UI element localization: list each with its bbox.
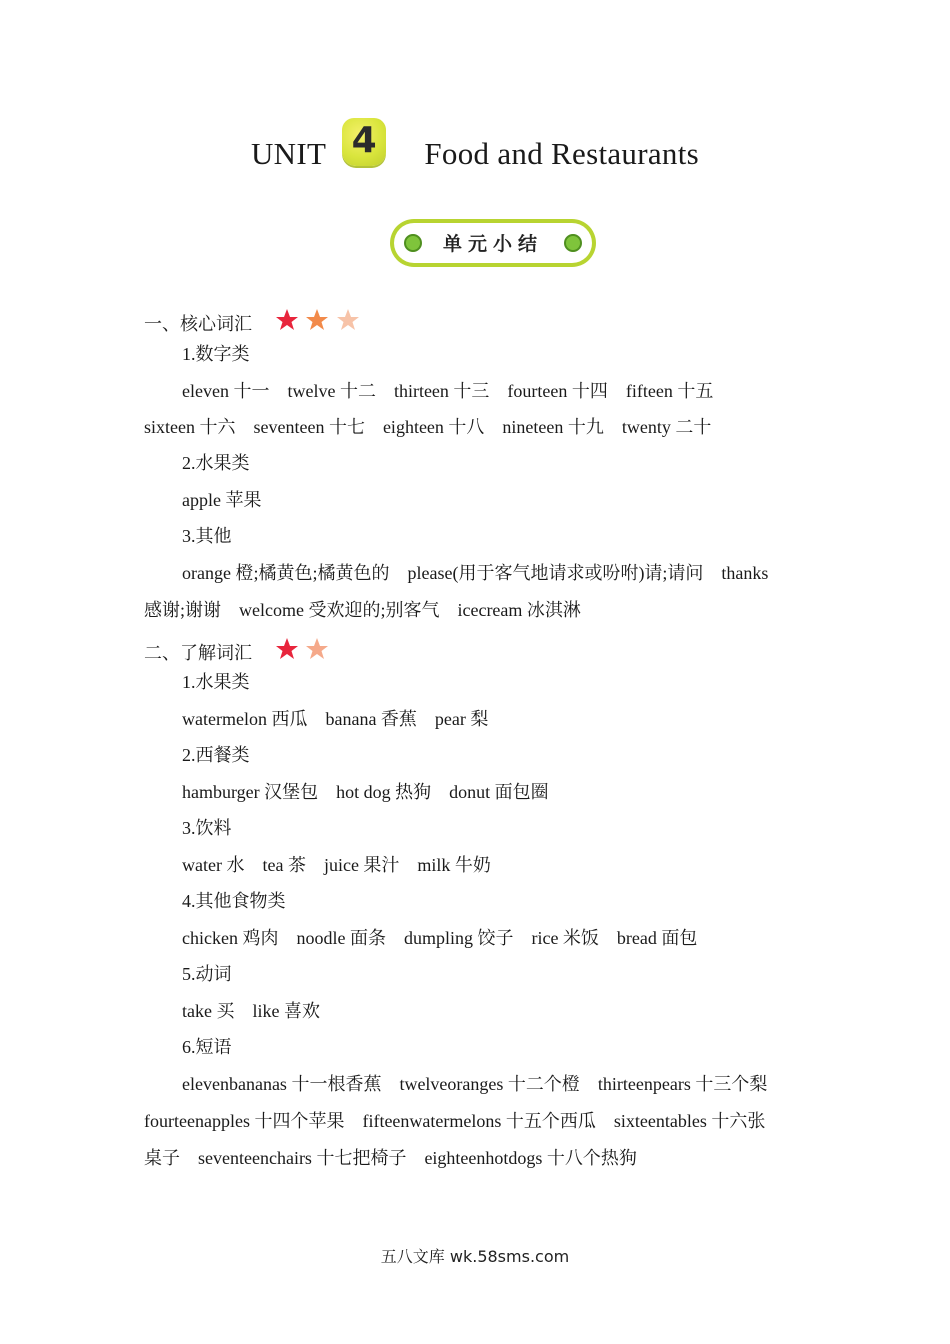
drink-title: 3.饮料 (182, 818, 232, 838)
fruit-line: apple 苹果 (182, 490, 262, 510)
food-title: 4.其他食物类 (182, 891, 286, 911)
phrase-line-3: 桌子 seventeenchairs 十七把椅子 eighteenhotdogs 十八个热狗 (144, 1148, 637, 1168)
other-line-2: 感谢;谢谢 welcome 受欢迎的;别客气 icecream 冰淇淋 (144, 600, 581, 620)
numbers-line-1: eleven 十一 twelve 十二 thirteen 十三 fourteen 十四 fifteen 十五 (182, 381, 714, 401)
phrase-line-2: fourteenapples 十四个苹果 fifteenwatermelons 十五个西瓜 sixteentables 十六张 (144, 1111, 766, 1131)
section-badge (390, 219, 596, 267)
verb-line: take 买 like 喜欢 (182, 1001, 320, 1021)
unit-number: 4 (351, 120, 377, 161)
western-title: 2.西餐类 (182, 745, 250, 765)
numbers-title: 1.数字类 (182, 344, 250, 364)
drink-line: water 水 tea 茶 juice 果汁 milk 牛奶 (182, 855, 491, 875)
verb-title: 5.动词 (182, 964, 232, 984)
star-half-icon (305, 637, 329, 661)
phrase-title: 6.短语 (182, 1037, 232, 1057)
footer-watermark: 五八文库 wk.58sms.com (380, 1247, 570, 1266)
phrase-line-1: elevenbananas 十一根香蕉 twelveoranges 十二个橙 thirteenpears 十三个梨 (182, 1074, 768, 1094)
unit-name: Food and Restaurants (424, 136, 699, 171)
star-half-icon (336, 308, 360, 332)
star-full-icon (305, 308, 329, 332)
section-badge-label: 单元小结 (442, 233, 543, 255)
star-full-icon (275, 308, 299, 332)
other-line-1: orange 橙;橘黄色;橘黄色的 please(用于客气地请求或吩咐)请;请问 thanks (182, 563, 769, 583)
unit-title (0, 120, 950, 178)
fruit-title: 2.水果类 (182, 453, 250, 473)
rating-stars-know (275, 637, 332, 666)
core-vocab-heading (144, 308, 362, 337)
know-fruit-title: 1.水果类 (182, 672, 250, 692)
food-line: chicken 鸡肉 noodle 面条 dumpling 饺子 rice 米饭 bread 面包 (182, 928, 698, 948)
rating-stars-core (275, 308, 362, 337)
unit-number-badge (342, 118, 386, 166)
know-vocab-heading (144, 637, 331, 666)
western-line: hamburger 汉堡包 hot dog 热狗 donut 面包圈 (182, 782, 549, 802)
unit-label: UNIT (251, 136, 327, 171)
know-fruit-line: watermelon 西瓜 banana 香蕉 pear 梨 (182, 709, 489, 729)
know-heading-text: 二、了解词汇 (144, 643, 252, 663)
core-heading-text: 一、核心词汇 (144, 314, 252, 334)
other-title: 3.其他 (182, 526, 232, 546)
star-full-icon (275, 637, 299, 661)
numbers-line-2: sixteen 十六 seventeen 十七 eighteen 十八 nineteen 十九 twenty 二十 (144, 417, 712, 437)
